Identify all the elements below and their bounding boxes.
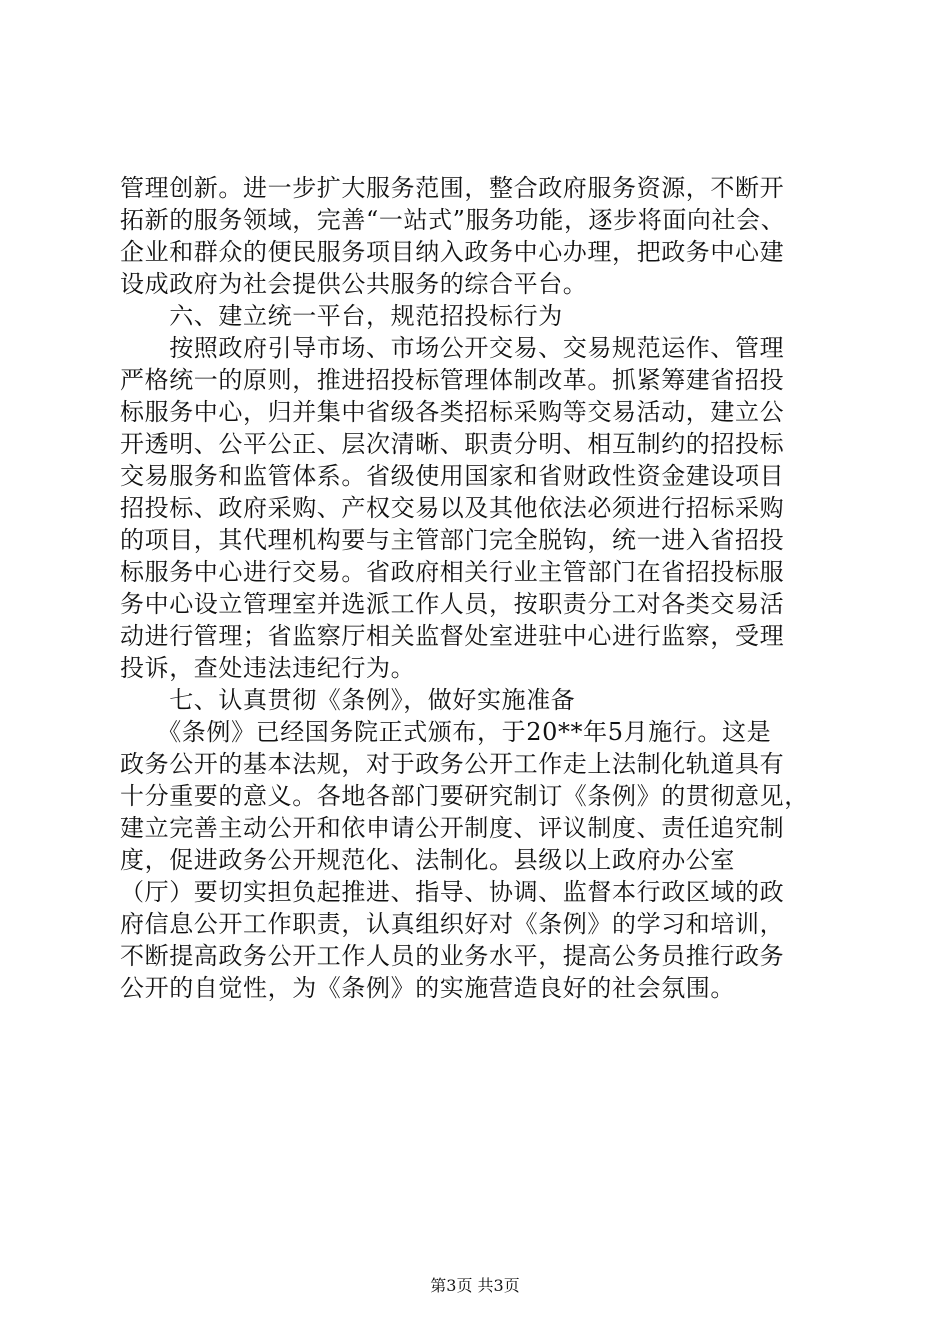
text-line: 十分重要的意义。各地各部门要研究制订《条例》的贯彻意见，: [120, 782, 809, 810]
text-line: 务中心设立管理室并选派工作人员，按职责分工对各类交易活: [120, 590, 785, 618]
text-line: 交易服务和监管体系。省级使用国家和省财政性资金建设项目: [120, 462, 785, 490]
text-line: 动进行管理；省监察厅相关监督处室进驻中心进行监察，受理: [120, 622, 785, 650]
text-line: 招投标、政府采购、产权交易以及其他依法必须进行招标采购: [120, 494, 785, 522]
text-line: 投诉，查处违法违纪行为。: [120, 654, 416, 682]
text-line: 开透明、公平公正、层次清晰、职责分明、相互制约的招投标: [120, 430, 785, 458]
text-line: 不断提高政务公开工作人员的业务水平，提高公务员推行政务: [120, 942, 785, 970]
text-line: 设成政府为社会提供公共服务的综合平台。: [120, 270, 588, 298]
text-line: 拓新的服务领域，完善“一站式”服务功能，逐步将面向社会、: [120, 206, 786, 234]
text-line: 公开的自觉性，为《条例》的实施营造良好的社会氛围。: [120, 974, 735, 1002]
text-line: 标服务中心，归并集中省级各类招标采购等交易活动，建立公: [120, 398, 785, 426]
text-line: 标服务中心进行交易。省政府相关行业主管部门在省招投标服: [120, 558, 785, 586]
section-heading: 六、建立统一平台，规范招投标行为: [120, 302, 563, 330]
text-line: 府信息公开工作职责，认真组织好对《条例》的学习和培训，: [120, 910, 785, 938]
text-line: 严格统一的原则，推进招投标管理体制改革。抓紧筹建省招投: [120, 366, 785, 394]
text-line: 政务公开的基本法规，对于政务公开工作走上法制化轨道具有: [120, 750, 785, 778]
section-heading: 七、认真贯彻《条例》，做好实施准备: [120, 686, 576, 714]
text-line: （厅）要切实担负起推进、指导、协调、监督本行政区域的政: [120, 878, 785, 906]
document-body: [120, 172, 832, 1004]
text-line: 的项目，其代理机构要与主管部门完全脱钩，统一进入省招投: [120, 526, 785, 554]
text-line: 建立完善主动公开和依申请公开制度、评议制度、责任追究制: [120, 814, 785, 842]
text-line: 度，促进政务公开规范化、法制化。县级以上政府办公室: [120, 846, 735, 874]
text-line: 按照政府引导市场、市场公开交易、交易规范运作、管理: [120, 334, 785, 362]
text-line: 企业和群众的便民服务项目纳入政务中心办理，把政务中心建: [120, 238, 785, 266]
text-line: 管理创新。进一步扩大服务范围，整合政府服务资源，不断开: [120, 174, 785, 202]
text-line: 《条例》已经国务院正式颁布，于20**年5月施行。这是: [120, 718, 772, 746]
page-number-footer: 第3页 共3页: [430, 1276, 520, 1295]
